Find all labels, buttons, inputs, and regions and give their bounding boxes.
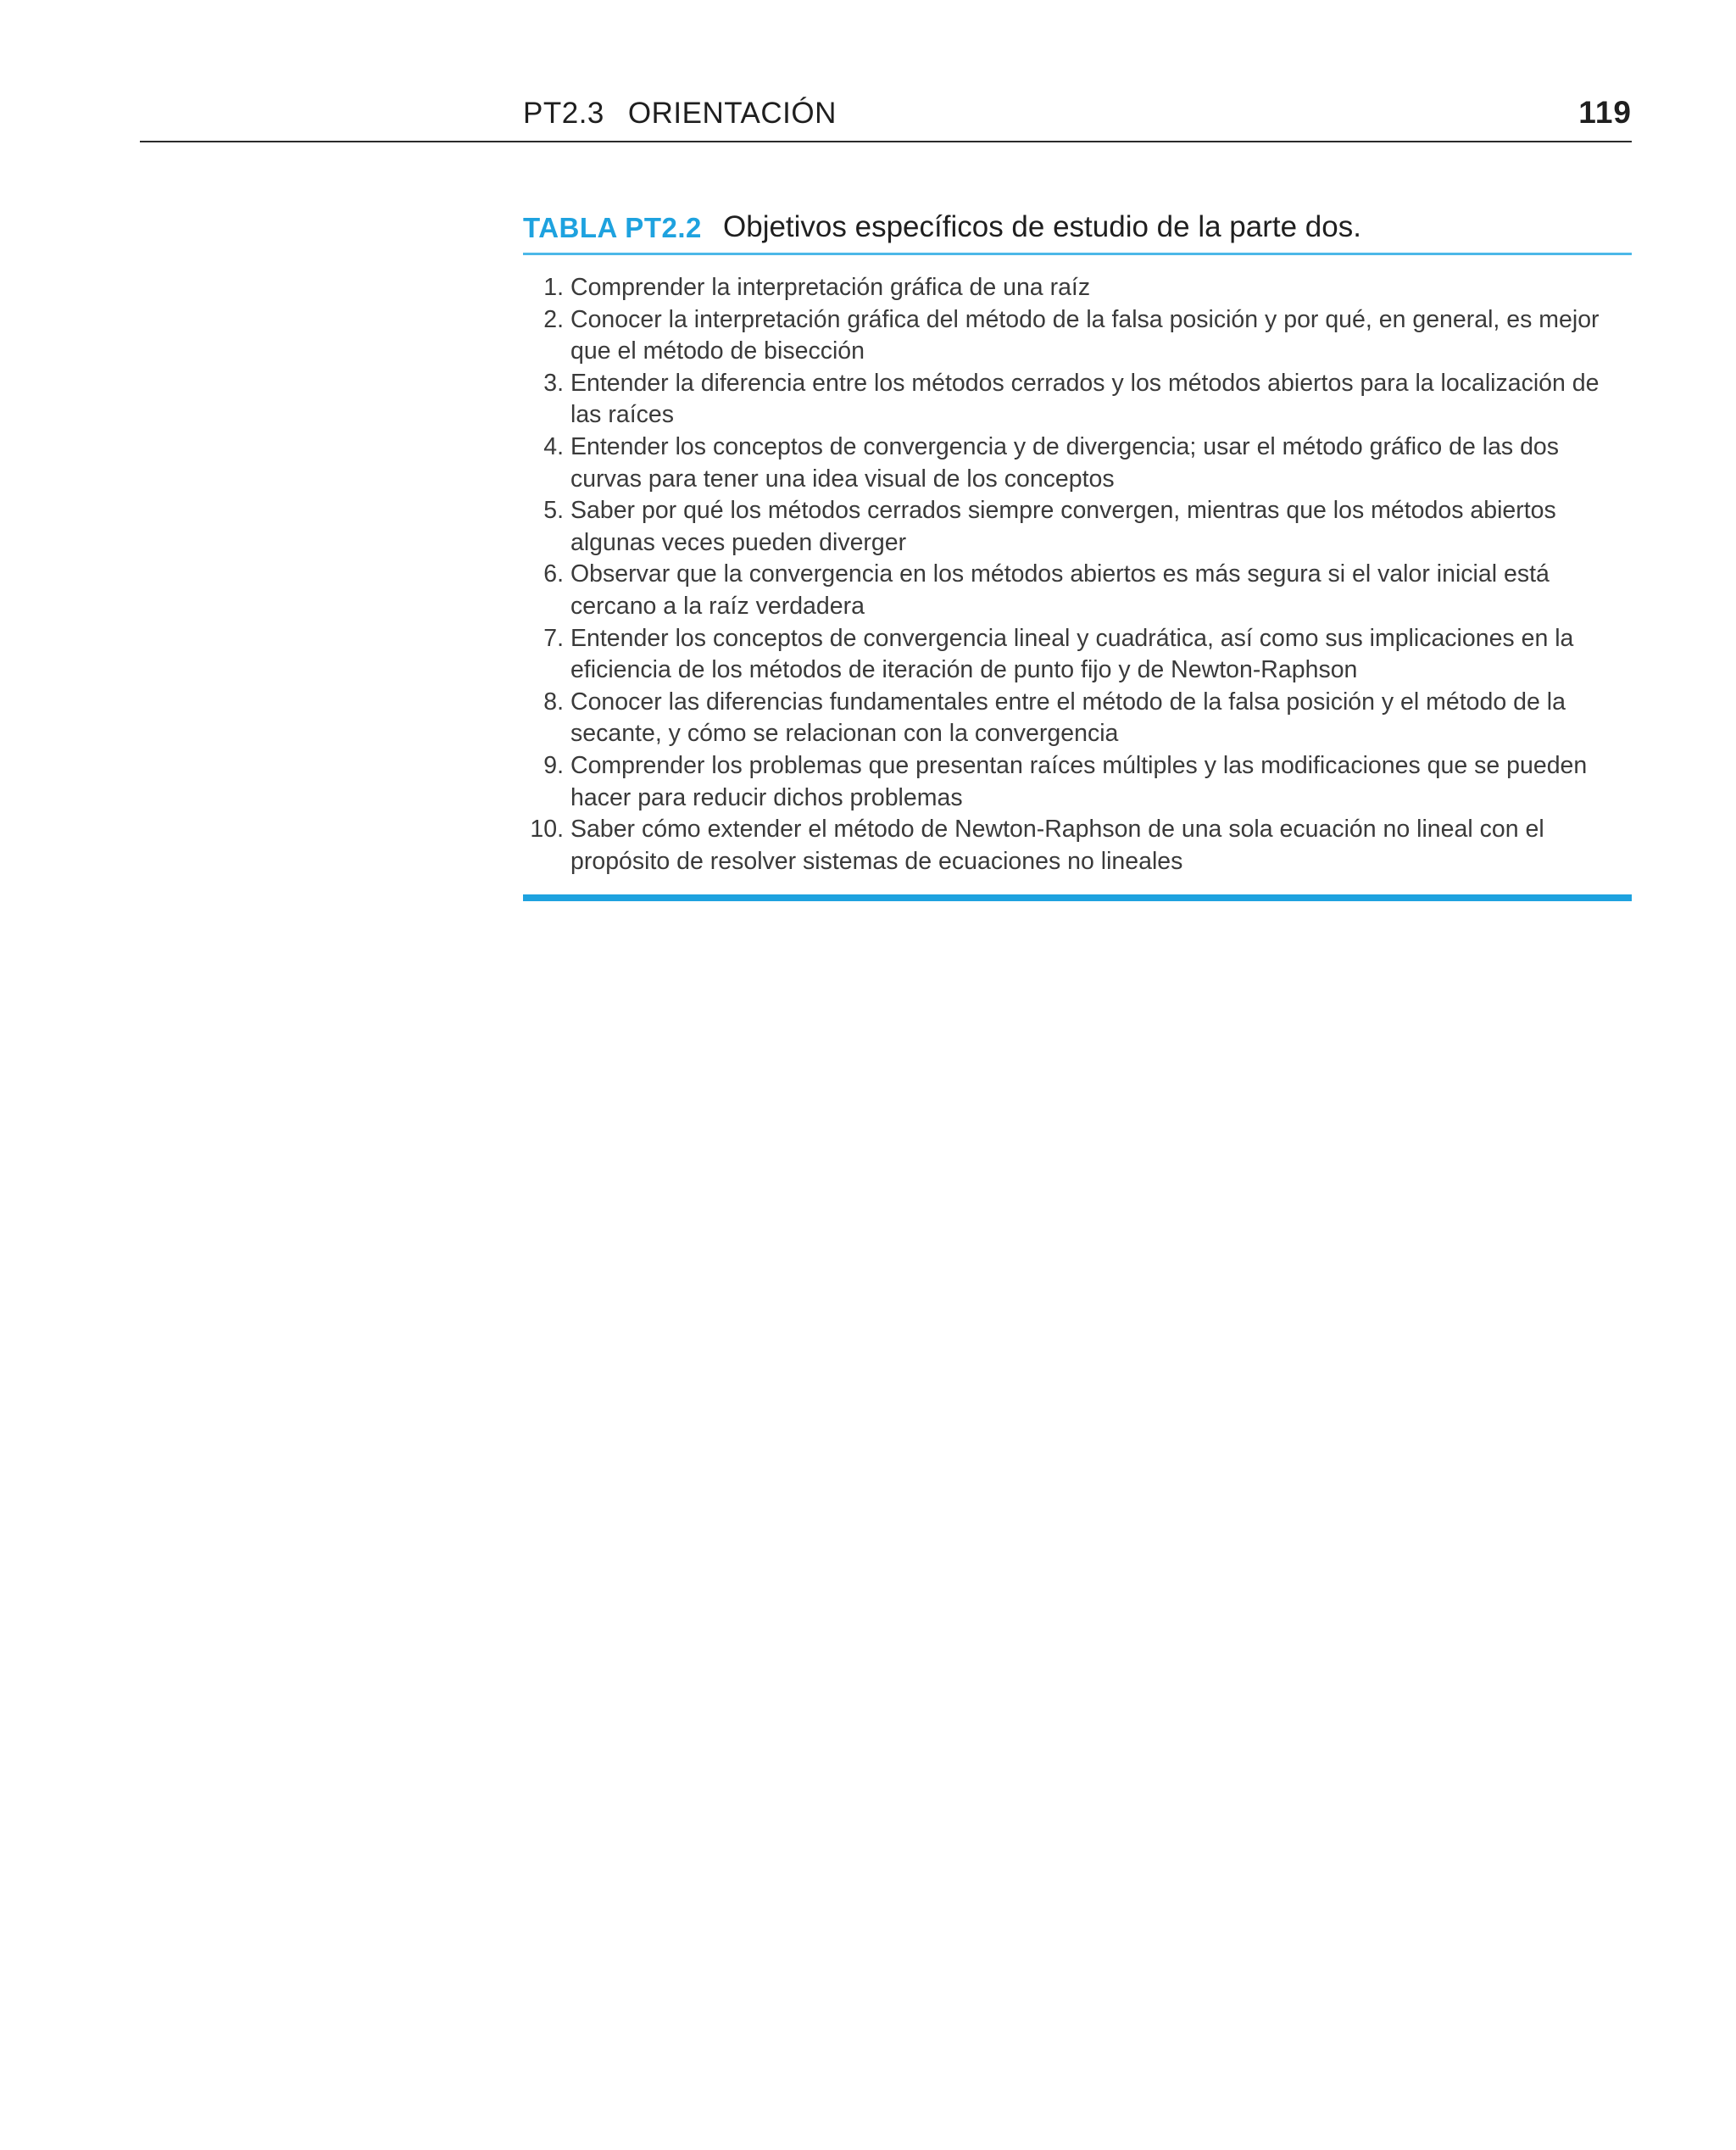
objective-number: 4.: [543, 432, 564, 460]
objective-item: [523, 687, 1632, 750]
page-number: 119: [1578, 95, 1632, 130]
page-header: [140, 92, 1632, 142]
table-caption: [523, 209, 1632, 255]
objective-number: 9.: [543, 751, 564, 779]
objective-item: [523, 368, 1632, 432]
objective-item: [523, 304, 1632, 368]
table-bottom-rule: [523, 894, 1632, 901]
section-title: ORIENTACIÓN: [627, 97, 837, 130]
section-number: PT2.3: [523, 97, 604, 130]
objective-text: Comprender los problemas que presentan raíces múltiples y las modificaciones que se pueden hacer para reducir dichos problemas: [570, 751, 1588, 811]
objective-number: 3.: [543, 369, 564, 397]
objective-item: [523, 432, 1632, 495]
objective-number: 6.: [543, 560, 564, 588]
objective-text: Observar que la convergencia en los métodos abiertos es más segura si el valor inicial está cercano a la raíz verdadera: [570, 560, 1550, 620]
objective-text: Saber por qué los métodos cerrados siempre convergen, mientras que los métodos abiertos algunas veces pueden diverger: [570, 497, 1556, 556]
table-title: Objetivos específicos de estudio de la parte dos.: [723, 210, 1361, 243]
objective-number: 5.: [543, 497, 564, 525]
objective-text: Saber cómo extender el método de Newton-Raphson de una sola ecuación no lineal con el propósito de resolver sistemas de ecuaciones no lineales: [570, 816, 1544, 875]
objectives-list: [523, 255, 1632, 877]
running-head: [523, 97, 837, 131]
objective-item: [523, 750, 1632, 814]
objective-number: 8.: [543, 688, 564, 716]
objective-item: [523, 272, 1632, 304]
objective-item: [523, 623, 1632, 687]
objective-text: Entender la diferencia entre los métodos cerrados y los métodos abiertos para la localización de las raíces: [570, 369, 1600, 429]
objective-text: Entender los conceptos de convergencia y de divergencia; usar el método gráfico de las dos curvas para tener una idea visual de los conceptos: [570, 432, 1560, 493]
table-label: TABLA PT2.2: [523, 212, 702, 243]
objective-number: 7.: [543, 624, 564, 652]
objective-text: Entender los conceptos de convergencia lineal y cuadrática, así como sus implicaciones en la eficiencia de los métodos de iteración de punto fijo y de Newton-Raphson: [570, 624, 1574, 684]
objective-number: 10.: [530, 816, 564, 844]
objectives-table: [523, 209, 1632, 901]
objective-item: [523, 814, 1632, 877]
objective-text: Conocer la interpretación gráfica del método de la falsa posición y por qué, en general, es mejor que el método de bisección: [570, 305, 1600, 365]
objective-text: Comprender la interpretación gráfica de una raíz: [570, 274, 1091, 301]
objective-item: [523, 495, 1632, 559]
objective-item: [523, 559, 1632, 622]
objective-number: 1.: [543, 274, 564, 301]
objective-text: Conocer las diferencias fundamentales entre el método de la falsa posición y el método de la secante, y cómo se relacionan con la convergencia: [570, 688, 1566, 748]
objective-number: 2.: [543, 305, 564, 333]
